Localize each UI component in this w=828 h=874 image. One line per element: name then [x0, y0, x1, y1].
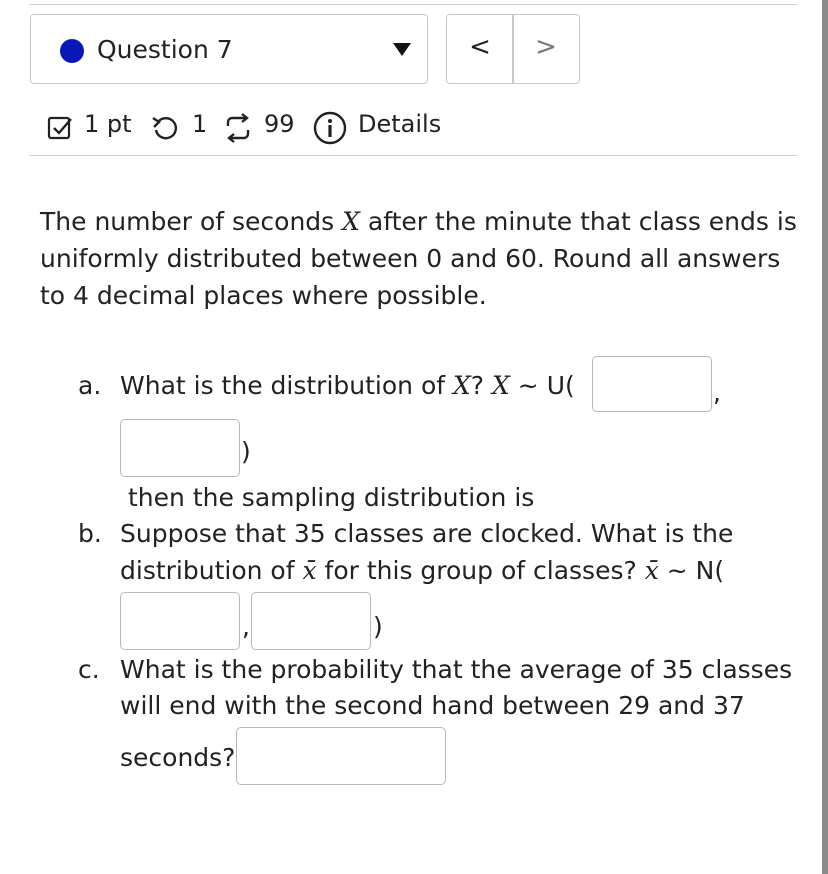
attempts-icon: [222, 113, 254, 143]
part-a-max-input[interactable]: [120, 419, 240, 477]
part-b-xbar: x̄: [302, 556, 317, 585]
info-icon: [312, 110, 348, 146]
caret-down-icon: [393, 43, 411, 56]
part-c-marker: c.: [78, 655, 100, 684]
next-question-button[interactable]: >: [512, 14, 580, 84]
part-b-line2b: for this group of classes?: [316, 556, 645, 585]
part-a-close-paren: ): [241, 437, 251, 466]
part-b-dist: ~ N(: [666, 556, 725, 585]
part-a-text: What is the distribution of: [120, 371, 453, 400]
attempts-count: 99: [264, 110, 295, 138]
checkbox-icon: [46, 114, 74, 142]
part-a-min-input[interactable]: [592, 356, 712, 412]
part-b-sd-input[interactable]: [251, 592, 371, 650]
retry-icon: [150, 113, 180, 143]
problem-statement: [40, 203, 800, 314]
part-b-line2: [120, 556, 724, 585]
part-c-line2: will end with the second hand between 29 and 37: [120, 691, 745, 720]
part-b-marker: b.: [78, 519, 102, 548]
part-a-dist: ~ U(: [517, 371, 575, 400]
question-label: Question 7: [97, 35, 233, 64]
part-c-line1: What is the probability that the average of 35 classes: [120, 655, 793, 684]
points-text: 1 pt: [84, 110, 132, 138]
part-b-line1: Suppose that 35 classes are clocked. What is the: [120, 519, 734, 548]
question-select[interactable]: [30, 14, 428, 84]
retries-count: 1: [192, 110, 208, 138]
details-label: Details: [358, 110, 442, 138]
part-a-marker: a.: [78, 371, 102, 400]
part-b-separator: ,: [242, 612, 250, 641]
part-c-line3: seconds?: [120, 743, 236, 772]
question-status-dot: [60, 39, 84, 63]
part-a-question: [120, 371, 575, 400]
part-a-qmark: ?: [470, 371, 485, 400]
statement-part-2: after the minute that class ends is uniformly distributed between 0 and 60. Round all answers to 4 decimal places where possible.: [40, 207, 797, 310]
part-b-close-paren: ): [373, 612, 383, 641]
scrollbar-edge: [822, 0, 828, 874]
prev-question-button[interactable]: <: [446, 14, 514, 84]
part-a-var-2: X: [492, 371, 510, 400]
part-b-xbar-2: x̄: [644, 556, 659, 585]
part-a-separator: ,: [713, 378, 721, 407]
sampling-text: then the sampling distribution is: [128, 483, 535, 512]
part-c-probability-input[interactable]: [236, 727, 446, 785]
part-b-line2a: distribution of: [120, 556, 303, 585]
variable-x: X: [342, 207, 360, 236]
meta-divider: [30, 155, 798, 156]
part-b-mean-input[interactable]: [120, 592, 240, 650]
top-divider: [30, 4, 798, 5]
statement-part-1: The number of seconds: [40, 207, 343, 236]
part-a-var: X: [452, 371, 471, 400]
